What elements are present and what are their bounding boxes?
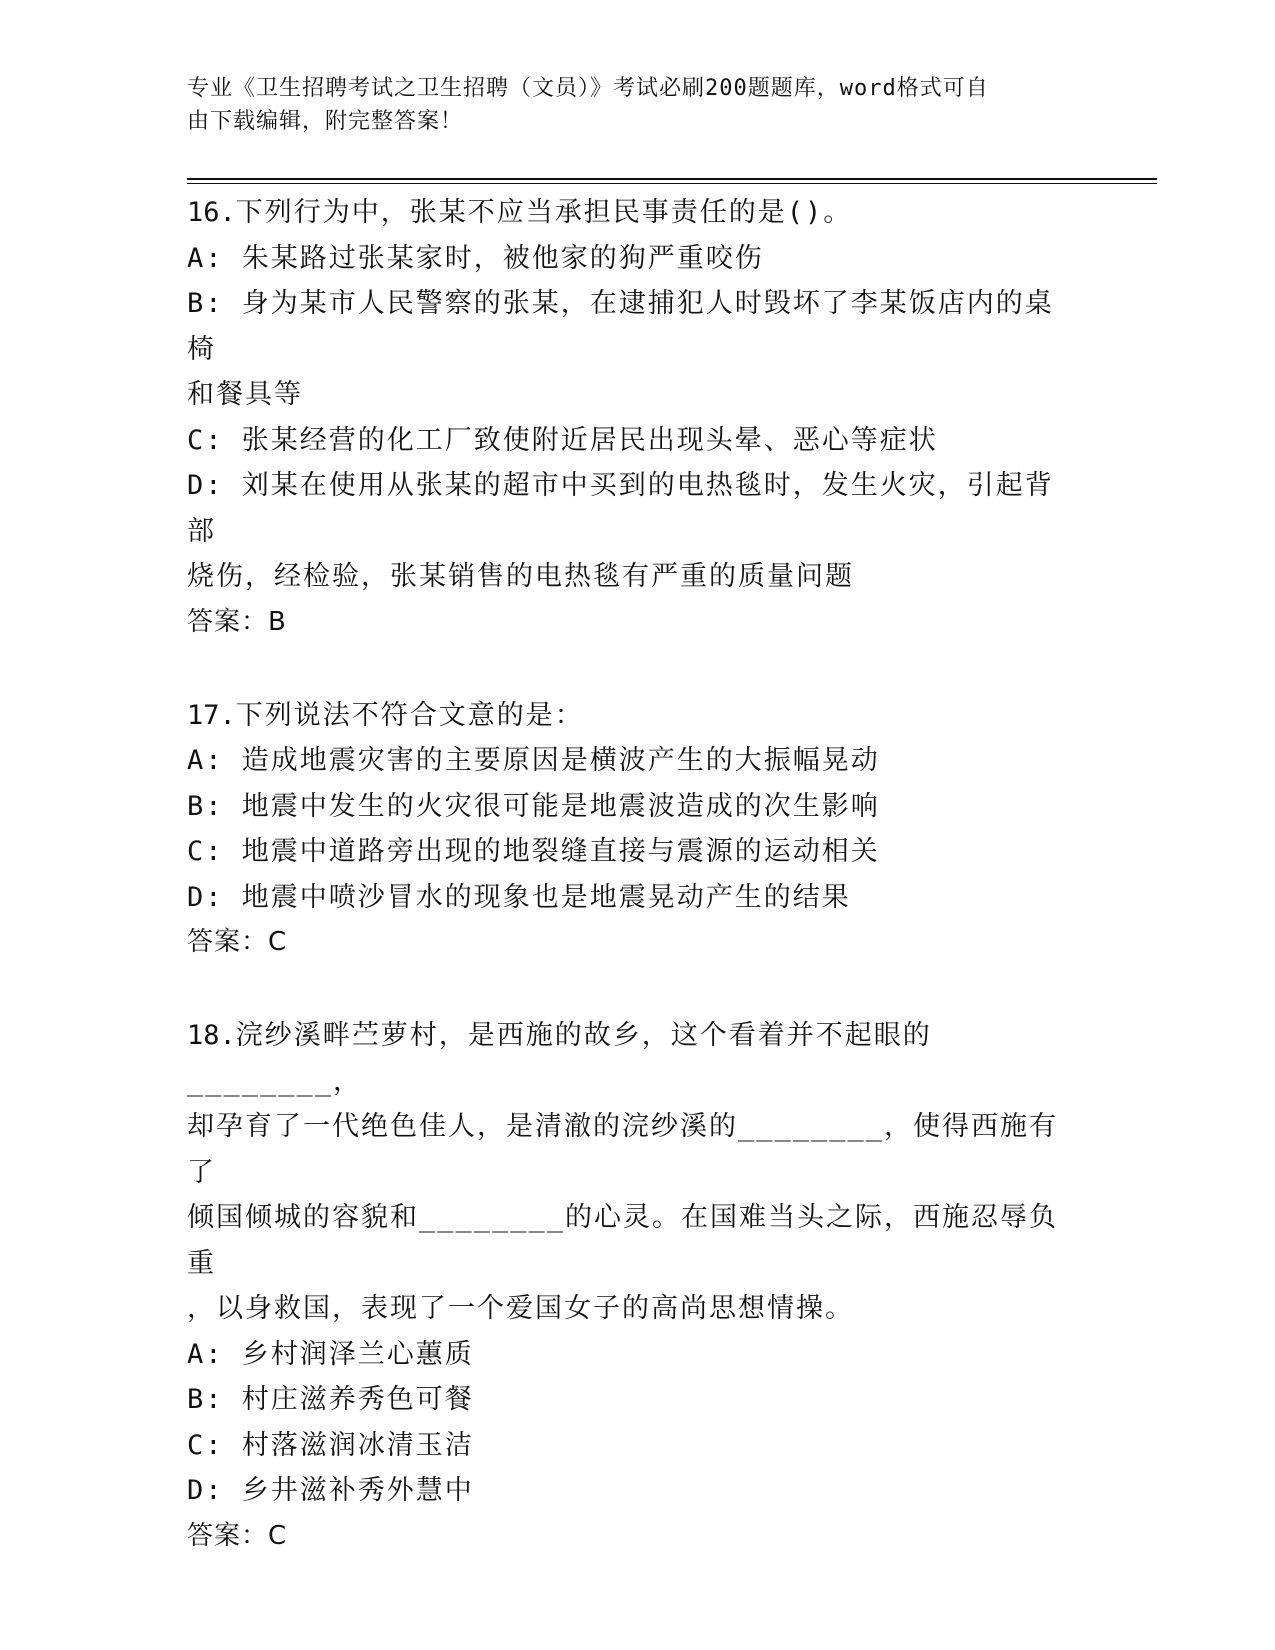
question-stem [187,190,1077,236]
option-b: B: 村庄滋养秀色可餐 [187,1384,474,1415]
option-b: B: 地震中发生的火灾很可能是地震波造成的次生影响 [187,790,880,822]
question-stem-continued: 倾国倾城的容貌和________的心灵。在国难当头之际，西施忍辱负重 [187,1202,1059,1279]
question-stem-text: 浣纱溪畔苎萝村，是西施的故乡，这个看着并不起眼的________， [187,1020,932,1097]
option-d: D: 地震中喷沙冒水的现象也是地震晃动产生的结果 [187,881,851,913]
answer-label: 答案：C [187,927,288,957]
question-number: 18. [187,1020,236,1051]
question-16 [187,190,1077,645]
document-header [187,72,1067,138]
option-b-continued: 和餐具等 [187,379,303,410]
question-stem [187,1013,1077,1104]
question-17 [187,693,1077,966]
option-d: D: 刘某在使用从张某的超市中买到的电热毯时，发生火灾，引起背部 [187,470,1054,547]
option-c: C: 张某经营的化工厂致使附近居民出现头晕、恶心等症状 [187,424,938,456]
question-stem-continued: 却孕育了一代绝色佳人，是清澈的浣纱溪的________，使得西施有了 [187,1111,1059,1188]
question-number: 16. [187,197,236,228]
question-18 [187,1013,1077,1559]
question-list [187,190,1077,1607]
question-number: 17. [187,699,236,731]
question-stem-text: 下列说法不符合文意的是： [235,699,584,731]
question-stem-continued: ，以身救国，表现了一个爱国女子的高尚思想情操。 [187,1293,854,1324]
question-stem [187,693,1077,739]
option-c: C: 村落滋润冰清玉洁 [187,1429,474,1461]
option-a: A: 朱某路过张某家时，被他家的狗严重咬伤 [187,242,764,274]
option-d-continued: 烧伤，经检验，张某销售的电热毯有严重的质量问题 [187,561,854,592]
header-line-1: 专业《卫生招聘考试之卫生招聘（文员）》考试必刷200题题库，word格式可自 [187,76,989,101]
question-stem-text: 下列行为中，张某不应当承担民事责任的是()。 [235,197,853,228]
answer-label: 答案：C [187,1520,288,1551]
option-b: B: 身为某市人民警察的张某，在逮捕犯人时毁坏了李某饭店内的桌椅 [187,288,1054,365]
header-divider-thin [187,183,1157,184]
answer-label: 答案：B [187,606,287,637]
option-d: D: 乡井滋补秀外慧中 [187,1475,474,1506]
option-a: A: 乡村润泽兰心蕙质 [187,1338,474,1370]
header-divider-thick [187,178,1157,180]
option-c: C: 地震中道路旁出现的地裂缝直接与震源的运动相关 [187,836,880,867]
header-line-2: 由下载编辑，附完整答案！ [187,109,464,134]
option-a: A: 造成地震灾害的主要原因是横波产生的大振幅晃动 [187,745,880,776]
